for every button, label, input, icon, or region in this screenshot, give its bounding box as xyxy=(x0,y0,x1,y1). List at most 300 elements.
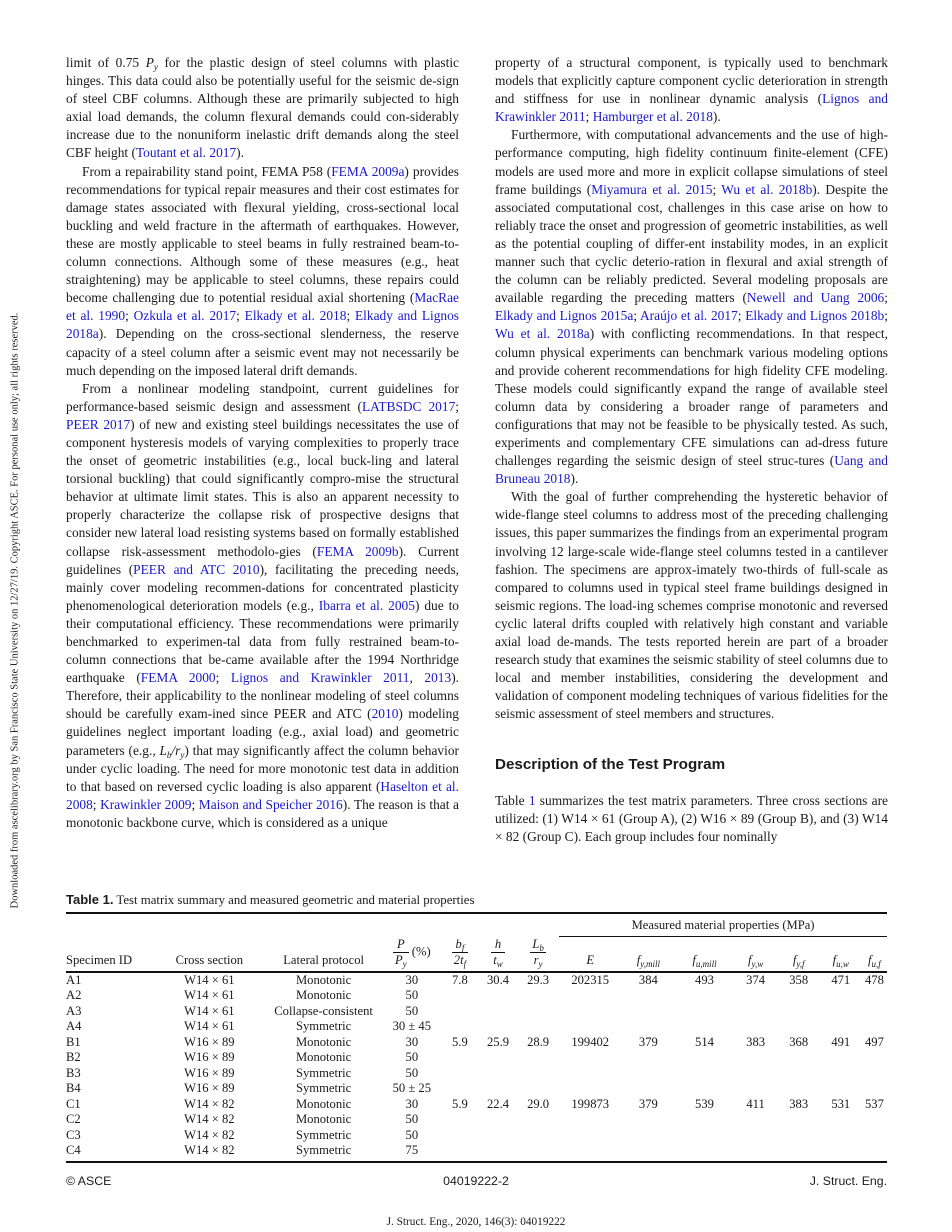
cell-id: B4 xyxy=(66,1081,81,1095)
cell-lb xyxy=(517,1143,559,1162)
download-notice: Downloaded from ascelibrary.org by San Francisco State University on 12/27/19. Copyright ASCE. For personal use only; all rights reserved. xyxy=(9,312,21,909)
text: ; xyxy=(125,308,134,324)
cell-lb: 29.3 xyxy=(527,972,550,987)
citation-link[interactable]: Newell and Uang 2006 xyxy=(746,290,885,306)
numerator xyxy=(530,937,546,953)
cell-fu-w xyxy=(820,1128,862,1144)
unit: (%) xyxy=(408,943,431,958)
cell-fu-f: 497 xyxy=(864,1034,884,1049)
cell-fy-w xyxy=(734,1066,778,1082)
header-axial-load-ratio xyxy=(383,937,441,972)
cell-p: 30 xyxy=(405,1096,419,1111)
numerator xyxy=(452,937,468,953)
text: ; xyxy=(712,181,722,197)
cell-id: B2 xyxy=(66,1050,81,1064)
numerator: P xyxy=(393,937,409,953)
header-member-slenderness xyxy=(517,937,559,972)
citation-link[interactable]: Elkady and Lignos 2015a xyxy=(495,308,634,324)
cell-id: A4 xyxy=(66,1019,82,1033)
cell-section: W14 × 82 xyxy=(184,1096,235,1111)
text: , xyxy=(409,670,425,686)
cell-fu-w xyxy=(820,1081,862,1097)
paragraph xyxy=(495,126,888,488)
cell-h xyxy=(479,1019,517,1035)
test-matrix-table xyxy=(66,912,887,1163)
citation-link[interactable]: Ibarra et al. 2005 xyxy=(318,597,415,613)
math-subscript: y xyxy=(153,62,158,72)
cell-p: 30 xyxy=(405,972,419,987)
math-subscript: y xyxy=(538,958,543,969)
table-row xyxy=(66,1143,887,1162)
citation-link[interactable]: LATBSDC 2017 xyxy=(361,398,456,414)
math-subscript: w xyxy=(496,958,503,969)
cell-p: 30 ± 45 xyxy=(392,1019,432,1033)
citation-link[interactable]: Wu et al. 2018b xyxy=(721,181,813,197)
cell-fy-mill xyxy=(621,1081,675,1097)
text: ). Despite the associated computational cost, challenges in this case arise on how to reliably trace the onset and progression of geometric instabilities, as well as the potential coupling of differ-ent instability modes, in an explicit manner such that cyclic deterio-ration in flexural and axial strength of the column can be reliably predicted. Several modeling proposals are available regarding the preceding matters ( xyxy=(495,181,889,306)
table-caption-text: Test matrix summary and measured geometric and material properties xyxy=(113,893,475,907)
denominator xyxy=(452,953,468,968)
math-subscript: f xyxy=(463,958,467,969)
cell-protocol: Monotonic xyxy=(295,1034,352,1049)
cell-section: W14 × 61 xyxy=(184,972,235,987)
text: ) provides recommendations for typical repair measures and their cost estimates for damage states associated with flexural yielding, cross-sectional local buckling and weld fracture in the aftermath of earthquakes. However, these are mostly applicable to steel beams in fully restrained beam-to-column connections. Although some of these measures (e.g., heat straightening) may be applicable to steel columns, these repairs could become challenging due to potential residual axial shortening ( xyxy=(66,163,459,306)
cell-E: 202315 xyxy=(571,972,610,987)
citation-link[interactable]: Maison and Speicher 2016 xyxy=(198,796,343,812)
cell-protocol: Collapse-consistent xyxy=(274,1003,373,1018)
table-row xyxy=(66,1128,887,1144)
cell-fu-mill xyxy=(675,1004,733,1020)
math-symbol: f xyxy=(832,952,837,967)
cell-section: W14 × 61 xyxy=(184,988,235,1002)
cell-fu-f xyxy=(862,1004,887,1020)
citation-link[interactable]: 2013 xyxy=(424,670,452,686)
text: ). Current guidelines ( xyxy=(66,543,460,577)
cell-bf xyxy=(441,1066,479,1082)
table-caption xyxy=(66,892,887,908)
citation-link[interactable]: Hamburger et al. 2018 xyxy=(592,109,713,125)
cell-id: C1 xyxy=(66,1096,81,1111)
cell-bf xyxy=(441,1112,479,1128)
math-subscript: u,f xyxy=(871,958,881,969)
cell-lb: 29.0 xyxy=(527,1096,550,1111)
table-row xyxy=(66,1066,887,1082)
cell-fy-f xyxy=(778,1081,820,1097)
cell-E: 199402 xyxy=(571,1034,610,1049)
header-flange-slenderness xyxy=(441,937,479,972)
cell-fu-f xyxy=(862,1128,887,1144)
numerator: h xyxy=(491,937,505,953)
cell-lb xyxy=(517,1050,559,1066)
cell-lb xyxy=(517,1081,559,1097)
math-subscript: u,w xyxy=(836,958,849,969)
math-subscript: y,f xyxy=(796,958,805,969)
citation-link[interactable]: Ozkula et al. 2017 xyxy=(133,308,237,324)
text: ; xyxy=(737,308,746,324)
text: ; xyxy=(236,308,245,324)
citation-link[interactable]: MacRae et al. 1990 xyxy=(66,290,459,324)
footer-copyright: © ASCE xyxy=(66,1174,112,1188)
math-symbol: L xyxy=(159,742,167,758)
cell-fu-f xyxy=(862,988,887,1004)
math-symbol: t xyxy=(493,952,497,967)
cell-fy-mill xyxy=(621,1019,675,1035)
text: ). Therefore, their applicability to the nonlinear modeling of steel columns should be carefully exam-ined since PEER and ATC ( xyxy=(66,670,459,722)
cell-id: C2 xyxy=(66,1112,81,1126)
cell-section: W14 × 82 xyxy=(184,1127,235,1142)
cell-id: B1 xyxy=(66,1034,81,1049)
citation-link[interactable]: PEER and ATC 2010 xyxy=(133,561,260,577)
cell-E xyxy=(559,988,621,1004)
cell-fu-mill xyxy=(675,1128,733,1144)
text: ; xyxy=(585,109,593,125)
text: ). Depending on the cross-sectional slenderness, the reserve capacity of a steel column after a seismic event may not necessarily be much depending on the imposed lateral drift demands. xyxy=(66,326,459,378)
cell-h xyxy=(479,988,517,1004)
text: ) with conflicting recommendations. In that respect, column physical experiments can benchmark various modeling options and provide coherent recommendations for high fidelity CFE modeling. These models could significantly expand the range of available steel column data by considering a broader range of parameters and configurations that may not be feasible to be physically tested. As such, experiments and complementary CFE simulations can ad-dress future challenges regarding the seismic design of steel struc-tures ( xyxy=(495,326,888,469)
cell-fu-f xyxy=(862,1050,887,1066)
cell-section: W14 × 61 xyxy=(184,1003,235,1018)
cell-h xyxy=(479,1004,517,1020)
cell-fy-f xyxy=(778,1128,820,1144)
text: Furthermore, with computational advancements and the use of high-performance computing, high fidelity continuum finite-element (CFE) models are used more and more in explicit collapse simulations of steel frame buildings ( xyxy=(495,127,888,197)
text: ; xyxy=(346,308,355,324)
header-fy-f xyxy=(778,937,820,972)
denominator xyxy=(530,953,546,968)
cell-fy-w xyxy=(734,1128,778,1144)
cell-fu-w xyxy=(820,988,862,1004)
cell-id: A1 xyxy=(66,972,82,987)
citation-link[interactable]: Miyamura et al. 2015 xyxy=(591,181,713,197)
paragraph xyxy=(495,792,888,846)
cell-lb xyxy=(517,1128,559,1144)
cell-fu-mill xyxy=(675,1066,733,1082)
math-subscript: y,w xyxy=(751,958,764,969)
cell-p: 50 xyxy=(405,1127,419,1142)
citation-link[interactable]: Uang and Bruneau 2018 xyxy=(495,453,888,487)
cell-bf xyxy=(441,1050,479,1066)
math-symbol: f xyxy=(636,952,641,967)
header-E: E xyxy=(559,937,621,972)
text: ; xyxy=(92,796,101,812)
citation-link[interactable]: Haselton et al. 2008 xyxy=(66,778,459,812)
math-subscript: b xyxy=(166,749,172,760)
cell-fu-mill: 539 xyxy=(695,1096,714,1111)
cell-lb xyxy=(517,1066,559,1082)
math-subscript: f xyxy=(461,942,465,953)
footer-page-number: 04019222-2 xyxy=(443,1174,509,1188)
table-row xyxy=(66,988,887,1004)
cell-E xyxy=(559,1112,621,1128)
cell-p: 50 xyxy=(405,1050,419,1064)
cell-id: C4 xyxy=(66,1143,154,1162)
citation-link[interactable]: Elkady et al. 2018 xyxy=(244,308,347,324)
math-subscript: y xyxy=(402,958,407,969)
cell-fy-w xyxy=(734,1050,778,1066)
cell-section: W14 × 82 xyxy=(184,1112,235,1126)
fraction xyxy=(530,937,546,968)
table-row xyxy=(66,1097,887,1113)
cell-p: 75 xyxy=(383,1143,441,1162)
header-fy-w xyxy=(734,937,778,972)
citation-link[interactable]: 2010 xyxy=(371,706,399,722)
paragraph xyxy=(66,163,459,380)
text: From a repairability stand point, FEMA P58 ( xyxy=(82,163,332,179)
cell-id: A2 xyxy=(66,988,82,1002)
math-symbol: r xyxy=(533,952,539,967)
cell-h xyxy=(479,1128,517,1144)
citation-link[interactable]: FEMA 2000 xyxy=(140,670,216,686)
cell-bf xyxy=(441,988,479,1004)
header-fu-f xyxy=(862,937,887,972)
cell-fu-w xyxy=(820,1050,862,1066)
text: With the goal of further comprehending the hysteretic behavior of wide-flange steel columns to address most of the preceding challenging issues, this paper summarizes the findings from an experimental program involving 12 large-scale wide-flange steel columns tested in a cantilever fashion. The specimens are approx-imately two-thirds of full-scale as compared to columns used in typical steel frame buildings designed in seismic regions. The load-ing schemes comprise monotonic and reversed cyclic lateral drifts coupled with relatively high constant and variable axial load de-mands. The tests reported herein are part of a broader research study that examines the seismic stability of steel columns due to local and member instabilities, considering the development and validation of component modeling techniques of various fidelities for the seismic assessment of steel members and structures. xyxy=(495,489,888,722)
cell-id: A3 xyxy=(66,1003,82,1018)
cell-fy-f: 358 xyxy=(789,972,809,987)
cell-bf xyxy=(441,1143,479,1162)
cell-fy-mill xyxy=(621,1004,675,1020)
math-symbol: / xyxy=(171,742,176,758)
cell-bf: 5.9 xyxy=(452,1096,468,1111)
cell-lb xyxy=(517,1112,559,1128)
cell-section: W16 × 89 xyxy=(184,1065,235,1080)
cell-protocol: Symmetric xyxy=(295,1127,352,1142)
cell-fu-mill xyxy=(675,1081,733,1097)
table-label: Table 1. xyxy=(66,892,114,907)
denominator xyxy=(491,953,505,968)
cell-fy-f xyxy=(778,1050,820,1066)
cell-protocol: Symmetric xyxy=(295,1019,352,1033)
text: ), facilitating the preceding needs, mainly cover modeling recommen-dations for concentrated plasticity phenomenological deterioration models (e.g., xyxy=(66,561,459,613)
cell-fu-w xyxy=(820,1112,862,1128)
cell-fy-mill: 379 xyxy=(638,1034,658,1049)
cell-fy-w: 383 xyxy=(746,1034,766,1049)
cell-fy-mill: 379 xyxy=(638,1096,658,1111)
cell-section: W16 × 89 xyxy=(184,1034,235,1049)
table-row xyxy=(66,1004,887,1020)
math-symbol: L xyxy=(532,936,540,951)
text: ). xyxy=(712,109,721,125)
cell-fu-f xyxy=(862,1112,887,1128)
fraction xyxy=(393,937,409,968)
cell-protocol: Monotonic xyxy=(295,972,352,987)
text: ). The reason is that a monotonic backbone curve, which is considered as a unique xyxy=(66,796,460,830)
cell-protocol: Monotonic xyxy=(295,1112,352,1126)
text: ) of new and existing steel buildings necessitates the use of component hysteresis models of varying complexities to properly trace the onset of geometric instabilities (e.g., local buck-ling and lateral torsional buckling) that could significantly compro-mise the structural behavior at ultimate limit states. This is also an apparent necessity to properly characterize the collapse risk of prospective designs that consider new lateral load resisting systems based on formally established collapse risk-assessment methodolo-gies ( xyxy=(66,416,460,559)
left-column xyxy=(66,54,459,832)
cell-fy-f xyxy=(778,1112,820,1128)
cell-fy-mill: 384 xyxy=(638,972,658,987)
text: ; xyxy=(884,290,888,306)
right-column xyxy=(495,54,888,846)
cell-protocol: Monotonic xyxy=(295,988,352,1002)
header-specimen-id: Specimen ID xyxy=(66,937,154,972)
cell-fy-f xyxy=(778,1019,820,1035)
cell-E: 199873 xyxy=(571,1096,610,1111)
cell-protocol: Monotonic xyxy=(295,1050,352,1064)
cell-E xyxy=(559,1128,621,1144)
text: ; xyxy=(884,308,888,324)
table-link[interactable]: 1 xyxy=(528,792,536,808)
citation-link[interactable]: Lignos and Krawinkler 2011 xyxy=(230,670,410,686)
table-body xyxy=(66,972,887,1162)
citation-link[interactable]: Toutant et al. 2017 xyxy=(135,145,237,161)
table-row xyxy=(66,972,887,989)
cell-fy-f xyxy=(778,1004,820,1020)
header-cross-section: Cross section xyxy=(154,937,264,972)
paragraph xyxy=(495,488,888,723)
text: for the plastic design of steel columns with plastic hinges. This data could also be potentially useful for the seismic de-sign of steel CBF columns. Although these are primarily subjected to high axial load demands, the column flexural demands could con-siderably increase due to the nonuniform inelastic drift demands along the steel CBF height ( xyxy=(66,55,459,161)
citation-link[interactable]: Elkady and Lignos 2018a xyxy=(66,308,460,342)
citation-link[interactable]: Lignos and Krawinkler 2011 xyxy=(495,91,888,125)
cell-protocol: Monotonic xyxy=(295,1096,352,1111)
math-subscript: u,mill xyxy=(695,958,717,969)
cell-section: W14 × 82 xyxy=(154,1143,264,1162)
cell-fy-mill xyxy=(621,1143,675,1162)
header-lateral-protocol: Lateral protocol xyxy=(264,937,382,972)
math-symbol: r xyxy=(175,742,181,758)
text: ) modeling guidelines neglect important loading (e.g., axial load) and geometric parameters (e.g., xyxy=(66,706,460,758)
cell-E xyxy=(559,1143,621,1162)
cell-bf xyxy=(441,1128,479,1144)
cell-fu-w: 491 xyxy=(831,1034,851,1049)
cell-h: 30.4 xyxy=(486,972,510,987)
cell-fy-f xyxy=(778,988,820,1004)
text: ) due to their computational efficiency. These recommendations were primarily benchmarked to experimen-tal data from fully restrained beam-to-column connections that be-came available after the 1994 Northridge earthquake ( xyxy=(66,597,459,686)
section-heading: Description of the Test Program xyxy=(495,756,726,774)
text: From a nonlinear modeling standpoint, current guidelines for performance-based seismic design and assessment ( xyxy=(66,380,459,414)
math-symbol: P xyxy=(145,55,154,70)
cell-fu-mill xyxy=(675,988,733,1004)
cell-fu-f xyxy=(862,1081,887,1097)
citation-link[interactable]: FEMA 2009b xyxy=(316,543,399,559)
math-symbol: f xyxy=(792,952,797,967)
cell-E xyxy=(559,1050,621,1066)
cell-fu-w xyxy=(820,1004,862,1020)
text: ; xyxy=(633,308,640,324)
cell-fu-mill xyxy=(675,1143,733,1162)
cell-fu-f: 537 xyxy=(864,1096,884,1111)
cell-section: W14 × 61 xyxy=(184,1019,235,1033)
cell-protocol: Symmetric xyxy=(264,1143,382,1162)
math-subscript: b xyxy=(539,942,544,953)
table-row xyxy=(66,1019,887,1035)
header-fy-mill xyxy=(621,937,675,972)
citation-link[interactable]: Araújo et al. 2017 xyxy=(640,308,738,324)
cell-fy-f: 368 xyxy=(789,1034,809,1049)
cell-id: C3 xyxy=(66,1127,81,1142)
cell-fy-mill xyxy=(621,1050,675,1066)
cell-fu-w xyxy=(820,1066,862,1082)
paragraph xyxy=(66,380,459,832)
paragraph xyxy=(495,54,888,126)
cell-fu-f xyxy=(862,1143,887,1162)
table-row xyxy=(66,1050,887,1066)
cell-fu-w: 471 xyxy=(831,972,851,987)
cell-lb xyxy=(517,988,559,1004)
cell-lb: 28.9 xyxy=(527,1034,550,1049)
citation-link[interactable]: Elkady and Lignos 2018b xyxy=(745,308,885,324)
cell-fy-w xyxy=(734,1112,778,1128)
header-web-slenderness xyxy=(479,937,517,972)
cell-fy-f: 383 xyxy=(789,1096,809,1111)
cell-fy-w xyxy=(734,1019,778,1035)
math-py xyxy=(146,55,158,70)
cell-E xyxy=(559,1004,621,1020)
header-spacer xyxy=(66,913,559,937)
cell-fu-f xyxy=(862,1019,887,1035)
cell-fy-w xyxy=(734,1143,778,1162)
cell-fu-mill xyxy=(675,1112,733,1128)
text: ) that may significantly affect the column behavior under cyclic loading. The need for more monotonic test data in addition to that based on reversed cyclic loading is also apparent ( xyxy=(66,742,459,794)
text: summarizes the test matrix parameters. Three cross sections are utilized: (1) W14 × 61 (Group A), (2) W16 × 89 (Group B), and (3) W14 × 82 (Group C). Each group includes four nominally xyxy=(495,792,888,844)
cell-p: 50 xyxy=(405,1065,419,1080)
cell-lb xyxy=(517,1019,559,1035)
cell-h xyxy=(479,1050,517,1066)
text: ; xyxy=(215,670,231,686)
cell-protocol: Symmetric xyxy=(295,1081,352,1095)
cell-fu-mill: 514 xyxy=(695,1034,714,1049)
cell-fy-w: 374 xyxy=(746,972,766,987)
cell-fy-mill xyxy=(621,1066,675,1082)
text: ; xyxy=(455,398,459,414)
header-material-properties: Measured material properties (MPa) xyxy=(559,913,887,937)
text: Table xyxy=(495,792,529,808)
cell-h xyxy=(479,1066,517,1082)
cell-p: 50 ± 25 xyxy=(392,1081,432,1095)
cell-fu-w xyxy=(820,1019,862,1035)
cell-fu-mill xyxy=(675,1019,733,1035)
cell-E xyxy=(559,1066,621,1082)
table-row xyxy=(66,1081,887,1097)
cell-h xyxy=(479,1081,517,1097)
cell-section: W16 × 89 xyxy=(184,1081,235,1095)
cell-fy-f xyxy=(778,1066,820,1082)
table-row xyxy=(66,1035,887,1051)
table-row xyxy=(66,1112,887,1128)
cell-protocol: Symmetric xyxy=(295,1065,352,1080)
cell-h: 22.4 xyxy=(486,1096,510,1111)
cell-fy-mill xyxy=(621,1128,675,1144)
math-symbol: 2t xyxy=(453,952,464,967)
footer-journal: J. Struct. Eng. xyxy=(809,1174,887,1188)
header-fu-mill xyxy=(675,937,733,972)
footer-citation: J. Struct. Eng., 2020, 146(3): 04019222 xyxy=(386,1216,566,1228)
citation-link[interactable]: FEMA 2009a xyxy=(331,163,405,179)
cell-section: W16 × 89 xyxy=(184,1050,235,1064)
math-symbol: f xyxy=(868,952,872,967)
cell-fy-mill xyxy=(621,988,675,1004)
text: ; xyxy=(191,796,199,812)
text: limit of 0.75 xyxy=(66,55,146,70)
cell-id: B3 xyxy=(66,1065,81,1080)
fraction xyxy=(452,937,468,968)
citation-link[interactable]: PEER 2017 xyxy=(66,416,131,432)
cell-fu-f xyxy=(862,1066,887,1082)
denominator xyxy=(393,953,409,968)
citation-link[interactable]: Krawinkler 2009 xyxy=(100,796,192,812)
cell-fy-f xyxy=(778,1143,820,1162)
cell-bf: 7.8 xyxy=(452,972,468,987)
math-subscript: y,mill xyxy=(640,958,660,969)
citation-link[interactable]: Wu et al. 2018a xyxy=(495,326,590,342)
cell-fy-w xyxy=(734,1004,778,1020)
cell-bf xyxy=(441,1019,479,1035)
table-1 xyxy=(66,892,887,1163)
cell-fy-mill xyxy=(621,1112,675,1128)
cell-p: 30 xyxy=(405,1034,419,1049)
cell-fy-w xyxy=(734,988,778,1004)
cell-bf xyxy=(441,1081,479,1097)
